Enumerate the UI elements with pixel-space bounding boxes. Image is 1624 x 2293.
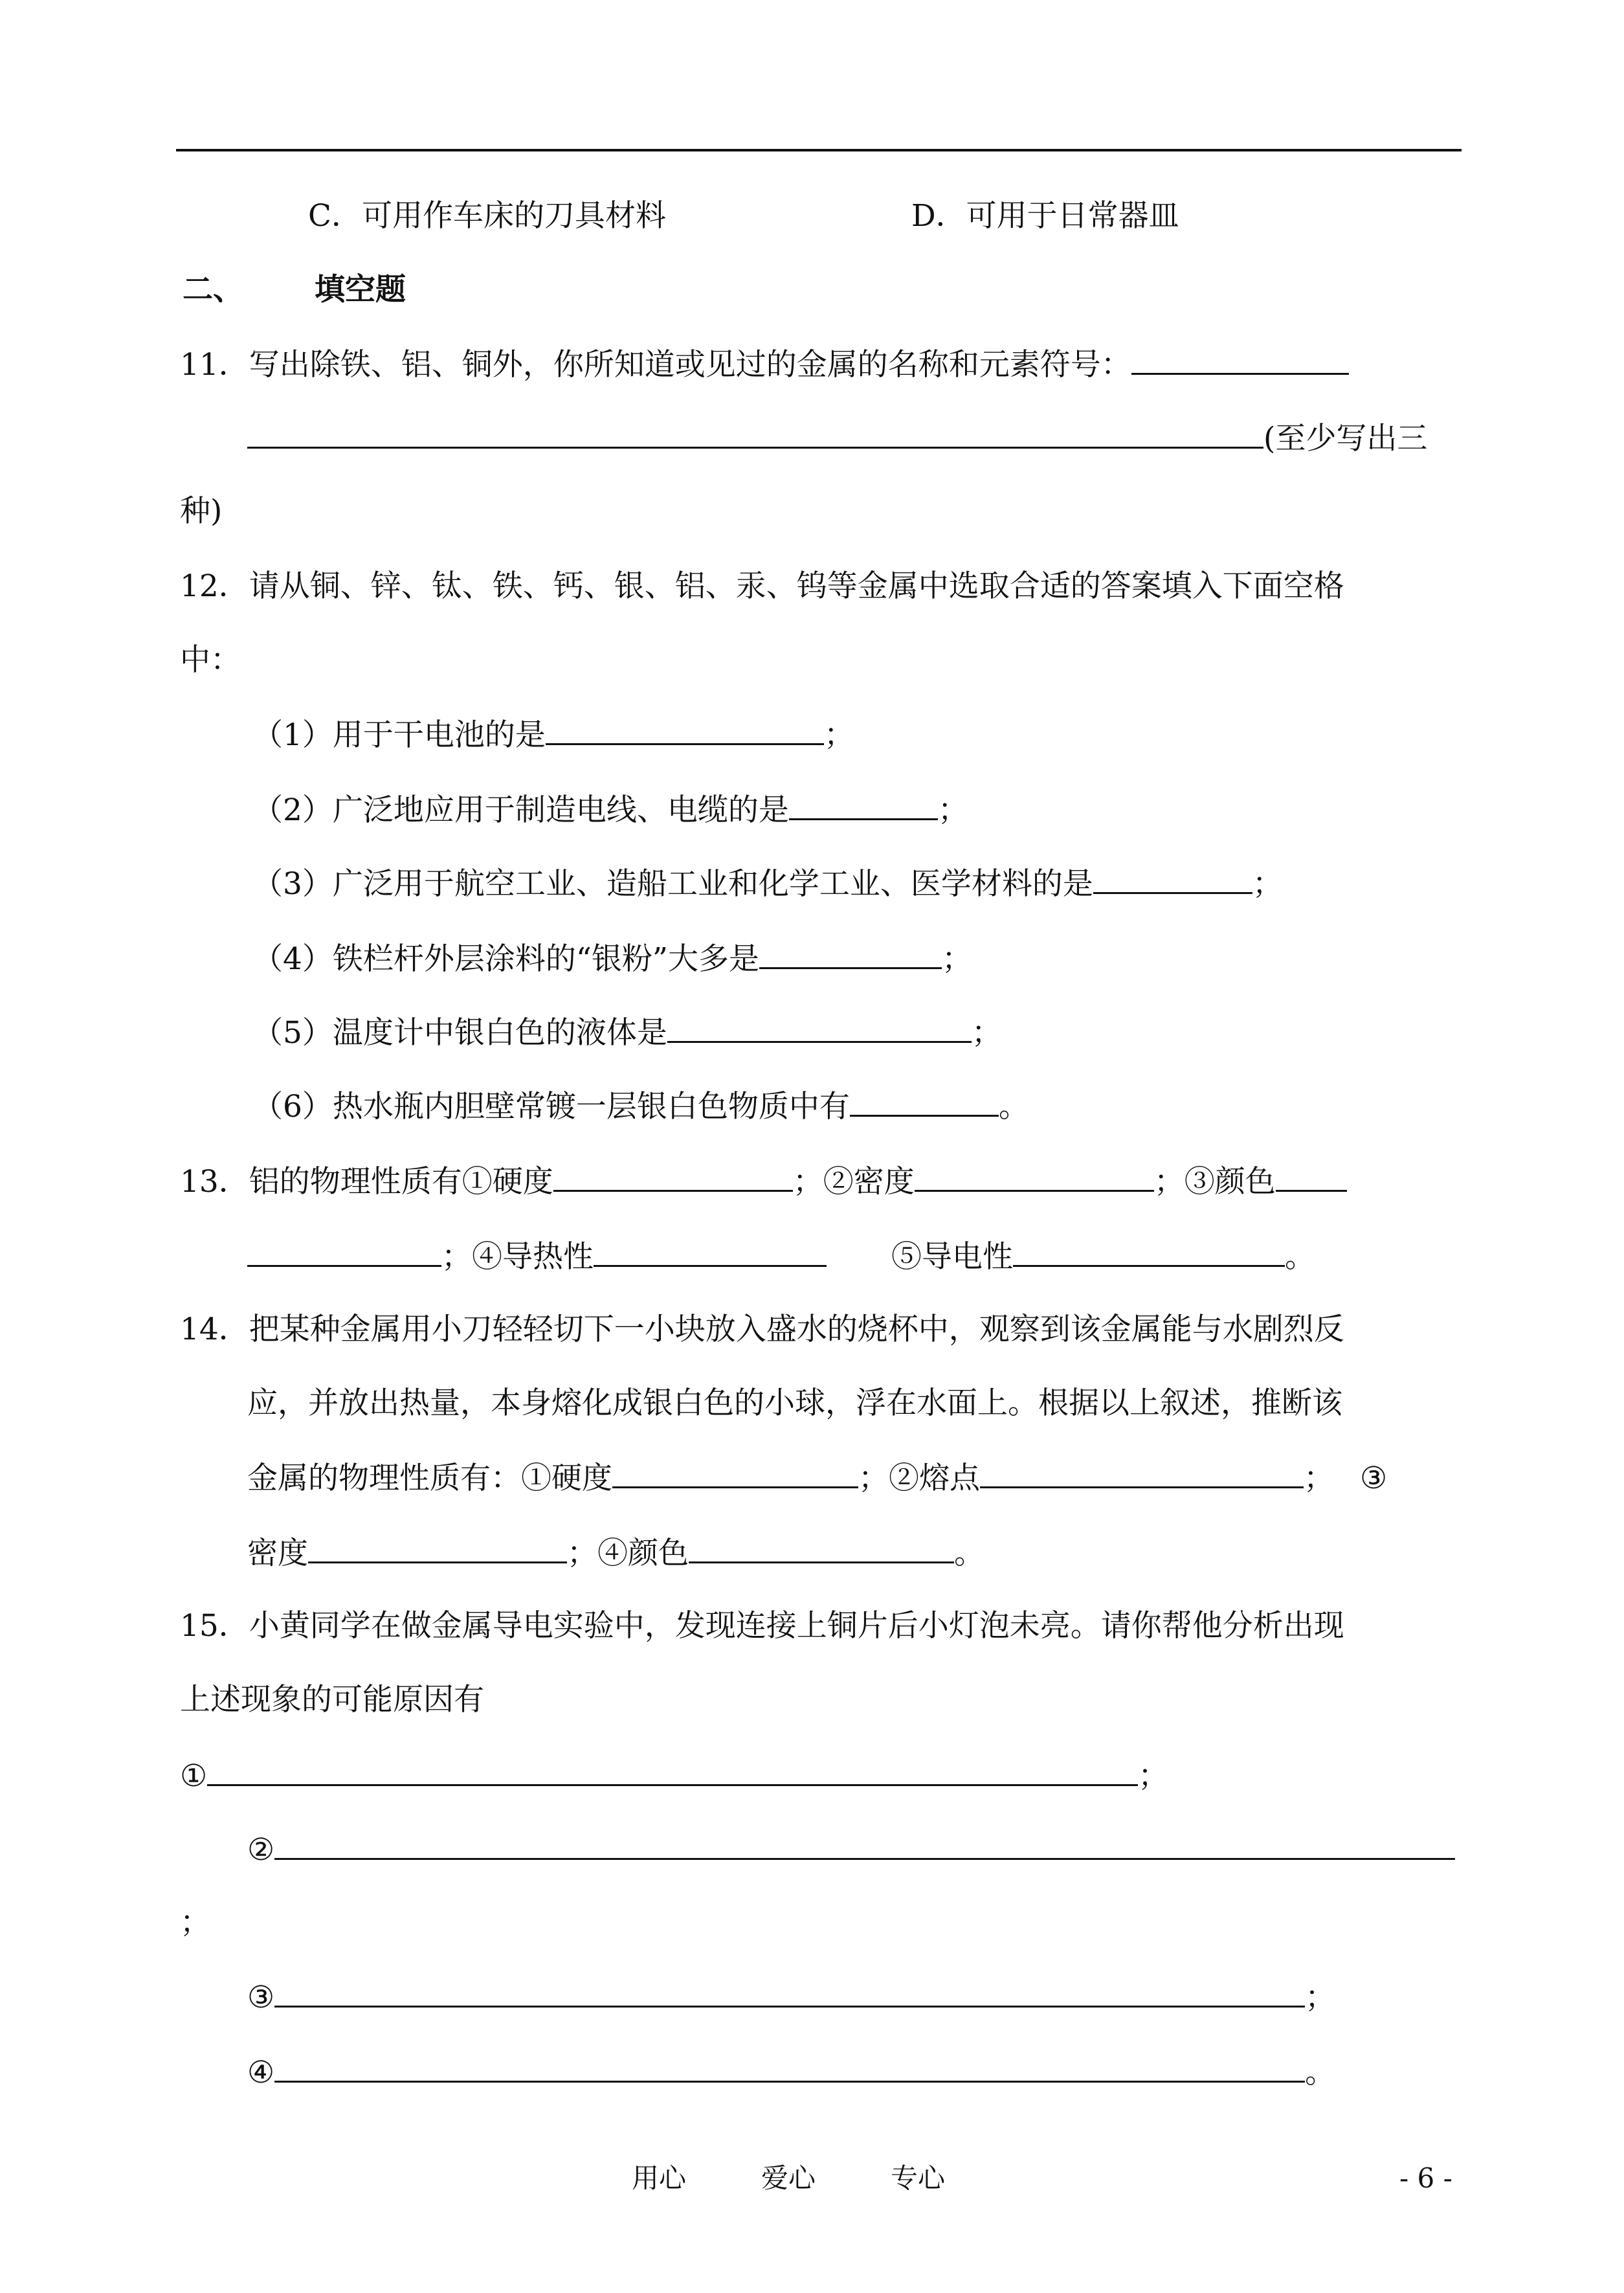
q12-item-6-blank[interactable] <box>850 1086 999 1117</box>
q14-color-blank[interactable] <box>689 1533 954 1563</box>
q14-hardness-label: 金属的物理性质有：①硬度 <box>247 1460 612 1496</box>
q11-text: 11．写出除铁、铝、铜外，你所知道或见过的金属的名称和元素符号： <box>180 347 1131 383</box>
q11-tail: (至少写出三 <box>1263 421 1428 456</box>
q12-item-3-blank[interactable] <box>1093 864 1252 894</box>
q13-line2 <box>247 1236 1315 1275</box>
q15-reason-4-marker: ④ <box>247 2055 275 2090</box>
q15-reason-3-end: ； <box>1305 1980 1336 2015</box>
q13-end: 。 <box>1285 1239 1315 1275</box>
q15-reason-1 <box>180 1756 1168 1795</box>
q13-thermal-label: ；④导热性 <box>441 1239 594 1275</box>
q15-reason-2-blank[interactable] <box>274 1829 1455 1860</box>
q12-item-4-end: ； <box>941 941 972 977</box>
section-title: 填空题 <box>315 272 406 308</box>
q14-melting-blank[interactable] <box>980 1458 1304 1488</box>
page-number: - 6 - <box>1399 2162 1452 2194</box>
footer-text-1: 用心 <box>632 2162 687 2194</box>
q12-item-3-end: ； <box>1252 866 1283 902</box>
q12-item-4-text: （4）铁栏杆外层涂料的“银粉”大多是 <box>252 941 759 977</box>
q13-electric-blank[interactable] <box>1013 1236 1285 1267</box>
q12-item-2-end: ； <box>937 792 968 828</box>
q15-reason-4-end: 。 <box>1305 2055 1336 2090</box>
q12-stem-line2: 中： <box>180 642 241 678</box>
q13-hardness-blank[interactable] <box>553 1161 793 1192</box>
q12-item-4 <box>252 939 972 978</box>
q15-line2: 上述现象的可能原因有 <box>180 1682 484 1717</box>
q15-reason-2-end: ； <box>180 1905 210 1940</box>
section-number: 二、 <box>183 272 243 308</box>
q15-line1: 15．小黄同学在做金属导电实验中，发现连接上铜片后小灯泡未亮。请你帮他分析出现 <box>180 1608 1344 1644</box>
q12-item-6-end: 。 <box>998 1089 1029 1124</box>
q12-item-1-blank[interactable] <box>546 715 824 745</box>
header-rule <box>176 149 1462 151</box>
q15-reason-1-end: ； <box>1138 1758 1169 1794</box>
q11-line1 <box>180 344 1349 383</box>
q12-stem-line1: 12．请从铜、锌、钛、铁、钙、银、铝、汞、钨等金属中选取合适的答案填入下面空格 <box>180 568 1344 604</box>
q13-electric-label: ⑤导电性 <box>891 1239 1013 1275</box>
q14-density-label: 密度 <box>247 1536 308 1571</box>
q11-blank-1[interactable] <box>1131 344 1349 375</box>
q13-color-blank-1[interactable] <box>1276 1161 1347 1192</box>
q12-item-1-end: ； <box>823 717 854 753</box>
q12-item-2 <box>252 790 968 829</box>
q12-item-1-text: （1）用于干电池的是 <box>252 717 546 753</box>
q12-item-4-blank[interactable] <box>759 939 942 969</box>
q14-end: 。 <box>954 1536 984 1571</box>
q14-marker-3: ③ <box>1360 1460 1388 1496</box>
q12-item-6 <box>252 1086 1029 1125</box>
q13-density-label: ；②密度 <box>792 1164 915 1200</box>
q15-reason-1-marker: ① <box>180 1758 208 1794</box>
q14-line2: 应，并放出热量，本身熔化成银白色的小球，浮在水面上。根据以上叙述，推断该 <box>247 1385 1342 1421</box>
q14-hardness-blank[interactable] <box>612 1458 858 1488</box>
q14-line3 <box>247 1458 1387 1497</box>
q11-line2 <box>247 418 1427 457</box>
q13-color-label: ；③颜色 <box>1153 1164 1276 1200</box>
footer-text-2: 爱心 <box>761 2162 816 2194</box>
q15-reason-3-blank[interactable] <box>274 1977 1305 2008</box>
q14-semicolon: ； <box>1304 1460 1334 1496</box>
q12-item-2-text: （2）广泛地应用于制造电线、电缆的是 <box>252 792 789 828</box>
q14-density-blank[interactable] <box>308 1533 567 1563</box>
q12-item-1 <box>252 715 854 754</box>
q13-thermal-blank[interactable] <box>594 1236 827 1267</box>
q13-color-blank-2[interactable] <box>247 1236 441 1267</box>
option-d: D．可用于日常器皿 <box>911 198 1179 234</box>
q14-line4 <box>247 1533 984 1572</box>
q11-tail2: 种) <box>180 493 223 529</box>
q12-item-5-text: （5）温度计中银白色的液体是 <box>252 1015 667 1051</box>
q13-line1 <box>180 1161 1347 1200</box>
option-c: C．可用作车床的刀具材料 <box>308 198 666 234</box>
q15-reason-2 <box>247 1829 1455 1868</box>
q12-item-2-blank[interactable] <box>789 790 938 820</box>
q13-hardness-label: 13．铝的物理性质有①硬度 <box>180 1164 553 1200</box>
q12-item-5 <box>252 1012 1002 1051</box>
q14-color-label: ；④颜色 <box>567 1536 689 1571</box>
q15-reason-3-marker: ③ <box>247 1980 275 2015</box>
q14-line1: 14．把某种金属用小刀轻轻切下一小块放入盛水的烧杯中，观察到该金属能与水剧烈反 <box>180 1312 1344 1347</box>
q14-melting-label: ；②熔点 <box>858 1460 980 1496</box>
q12-item-3 <box>252 864 1283 902</box>
q12-item-5-end: ； <box>971 1015 1002 1051</box>
q12-item-6-text: （6）热水瓶内胆壁常镀一层银白色物质中有 <box>252 1089 850 1124</box>
q13-density-blank[interactable] <box>915 1161 1154 1192</box>
q11-blank-2[interactable] <box>247 418 1263 449</box>
q15-reason-3 <box>247 1977 1335 2016</box>
q12-item-5-blank[interactable] <box>667 1012 972 1043</box>
footer-text-3: 专心 <box>891 2162 946 2194</box>
q15-reason-4-blank[interactable] <box>274 2052 1305 2083</box>
q15-reason-2-marker: ② <box>247 1832 275 1868</box>
q15-reason-4 <box>247 2052 1335 2091</box>
q12-item-3-text: （3）广泛用于航空工业、造船工业和化学工业、医学材料的是 <box>252 866 1093 902</box>
q15-reason-1-blank[interactable] <box>207 1756 1138 1786</box>
